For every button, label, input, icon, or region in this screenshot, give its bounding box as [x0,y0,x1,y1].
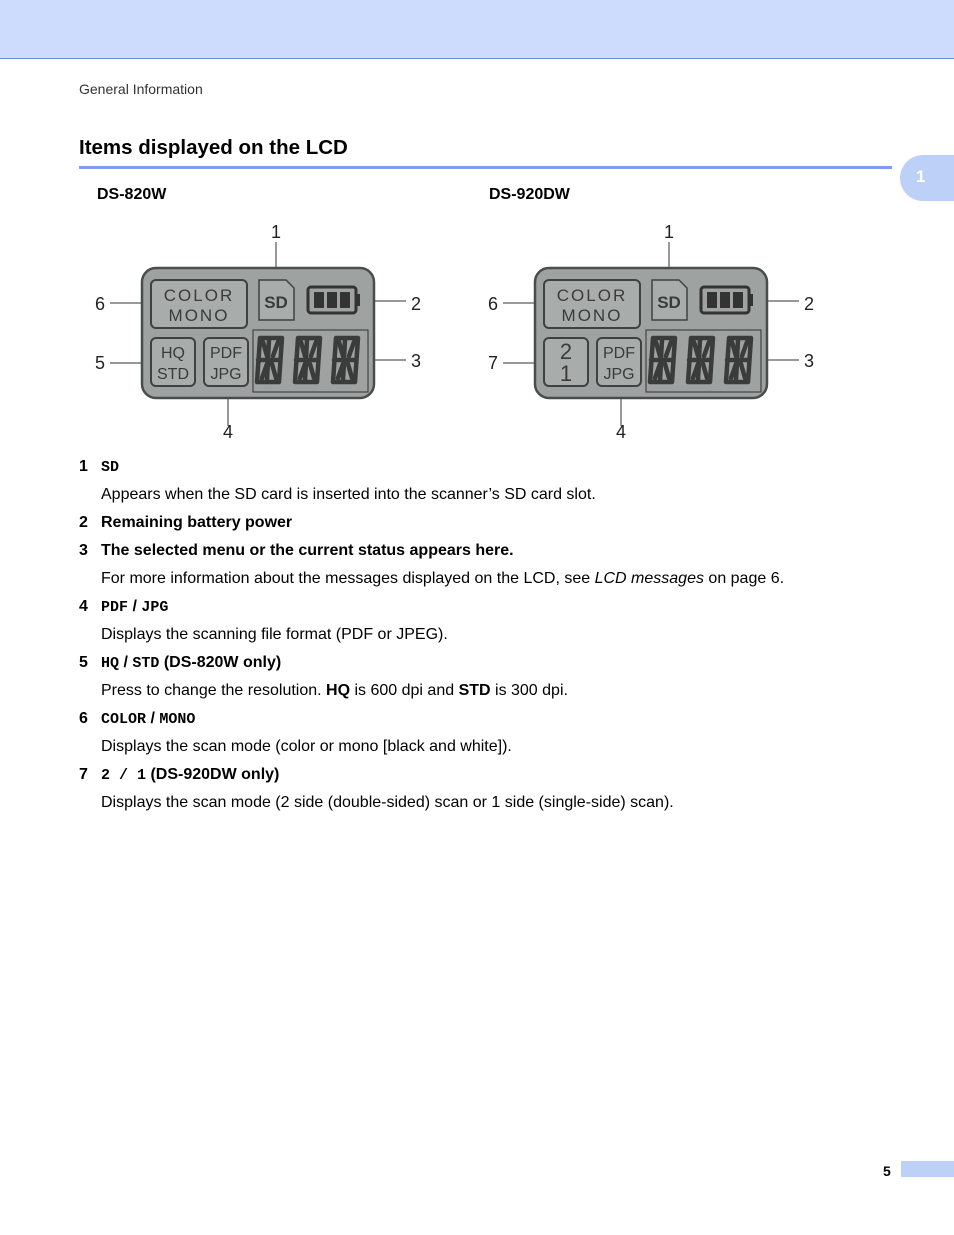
item-heading [101,458,119,476]
lcd-jpg-label: JPG [210,366,242,383]
item-code: PDF [101,599,129,616]
item-heading [101,766,279,784]
callout-3: 3 [411,351,422,371]
callout-4: 4 [616,422,627,442]
item-number: 7 [79,766,88,783]
chapter-tab [900,155,954,201]
item-description [79,680,899,708]
callout-1: 1 [271,222,282,242]
page-number: 5 [883,1163,891,1179]
list-item [79,652,899,680]
list-item [79,708,899,736]
item-description [79,624,899,652]
desc-text: Press to change the resolution. [101,682,327,699]
running-head: General Information [79,81,203,97]
item-separator: / [128,598,142,615]
item-number: 2 [79,514,88,531]
item-number: 5 [79,654,88,671]
item-description [79,568,899,596]
item-code: SD [101,459,120,476]
title-rule [79,166,892,169]
lcd-std-label: STD [157,366,189,383]
item-description [79,792,899,820]
lcd-sd-label: SD [657,293,681,312]
item-description-text: Displays the scan mode (2 side (double-sided) scan or 1 side (single-side) scan). [101,794,674,811]
lcd-color-label: COLOR [163,286,235,305]
lcd-jpg-label: JPG [603,366,635,383]
lcd-sd-label: SD [264,293,288,312]
desc-text: is 600 dpi and [350,682,459,699]
callout-2: 2 [411,294,422,314]
list-item [79,764,899,792]
item-separator: / [119,654,133,671]
callout-6: 6 [488,294,499,314]
lcd-1-label: 1 [559,361,573,386]
item-description-text: Displays the scanning file format (PDF or JPEG). [101,626,448,643]
item-heading [101,654,281,672]
item-description [79,484,899,512]
callout-7: 7 [488,353,499,373]
lcd-diagram-ds820w [90,216,450,446]
lcd-mono-label: MONO [168,306,230,325]
callout-2: 2 [804,294,815,314]
list-item [79,540,899,568]
callout-5: 5 [95,353,106,373]
model-label-ds920dw: DS-920DW [489,186,570,203]
item-heading [101,598,168,616]
lcd-pdf-label: PDF [603,345,635,362]
item-description-text [101,682,568,700]
item-description-text: Displays the scan mode (color or mono [black and white]). [101,738,512,755]
lcd-messages-link[interactable]: LCD messages [594,570,704,587]
lcd-mono-label: MONO [561,306,623,325]
item-number: 6 [79,710,88,727]
item-suffix: (DS-820W only) [159,654,282,671]
list-item [79,512,899,540]
lcd-color-label: COLOR [556,286,628,305]
item-code: 2 / 1 [101,767,147,784]
callout-4: 4 [223,422,234,442]
lcd-pdf-label: PDF [210,345,242,362]
callout-1: 1 [664,222,675,242]
desc-text: on page 6. [703,570,785,587]
item-description-text: Appears when the SD card is inserted into the scanner’s SD card slot. [101,486,596,503]
lcd-figure-ds820w [90,216,450,446]
lcd-hq-label: HQ [161,345,185,362]
lcd-2-label: 2 [559,339,573,364]
item-number: 4 [79,598,88,615]
callout-6: 6 [95,294,106,314]
item-heading: Remaining battery power [101,514,293,531]
page-number-bar [901,1161,954,1177]
item-description [79,736,899,764]
item-code: STD [132,655,160,672]
item-code: JPG [141,599,169,616]
list-item [79,456,899,484]
chapter-number: 1 [916,167,926,186]
page-header-band [0,0,954,59]
item-code: COLOR [101,711,147,728]
desc-text: is 300 dpi. [490,682,568,699]
item-number: 3 [79,542,88,559]
desc-text: For more information about the messages displayed on the LCD, see [101,570,595,587]
list-item [79,596,899,624]
desc-bold: HQ [326,682,351,699]
item-code: MONO [159,711,196,728]
item-separator: / [146,710,160,727]
item-heading: The selected menu or the current status appears here. [101,542,514,559]
item-description-text [101,570,784,588]
item-heading [101,710,195,728]
item-list [79,456,899,820]
desc-bold: STD [458,682,491,699]
item-code: HQ [101,655,120,672]
section-title: Items displayed on the LCD [79,136,348,159]
item-number: 1 [79,458,88,475]
item-suffix: (DS-920DW only) [146,766,280,783]
lcd-figure-ds920dw [483,216,843,446]
model-label-ds820w: DS-820W [97,186,167,203]
callout-3: 3 [804,351,815,371]
lcd-diagram-ds920dw [483,216,843,446]
